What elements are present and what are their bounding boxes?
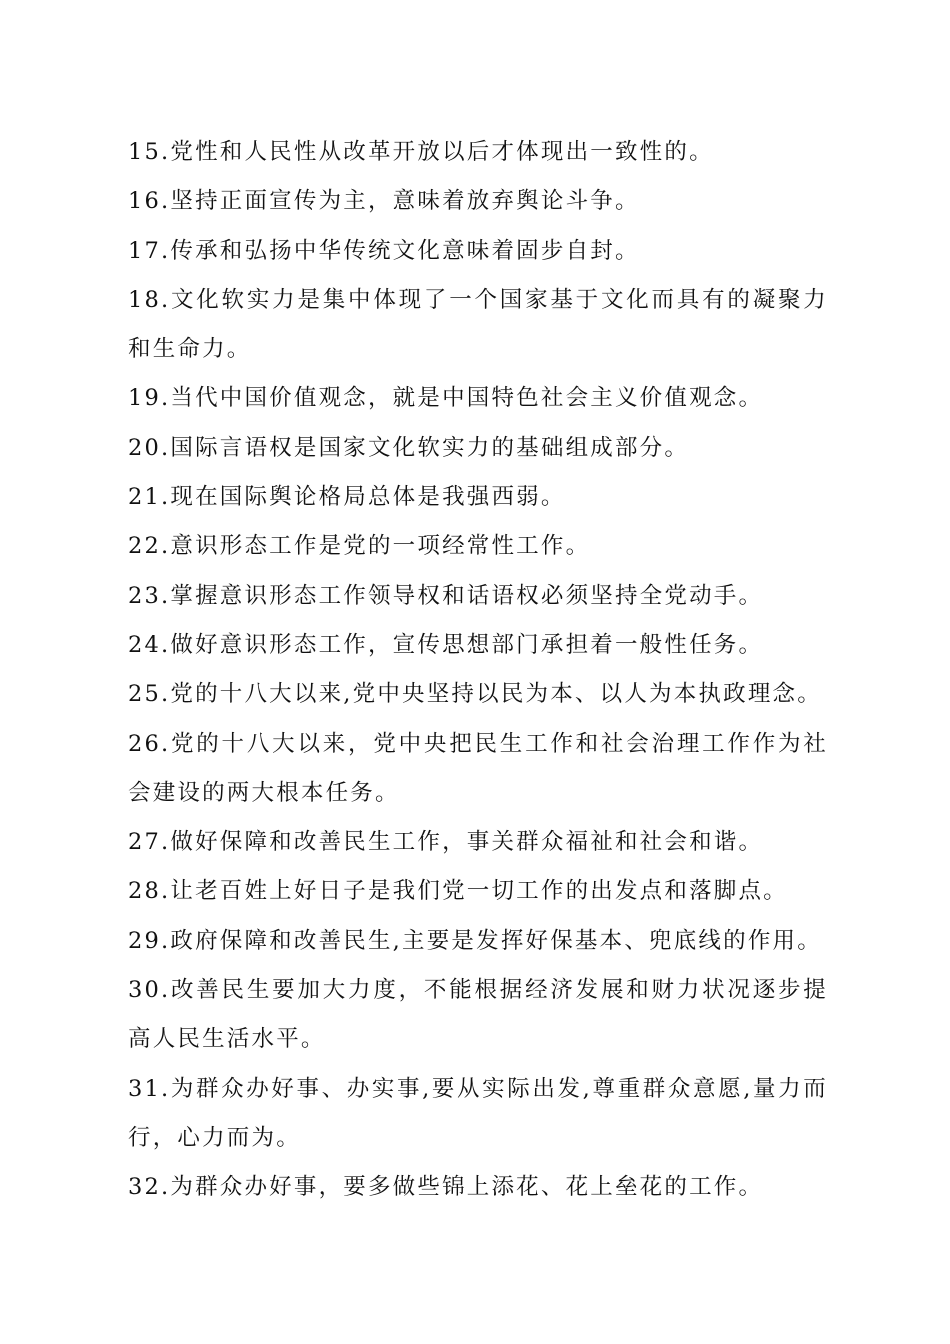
statement-item-16: 16.坚持正面宣传为主，意味着放弃舆论斗争。	[128, 188, 640, 215]
statement-item-24: 24.做好意识形态工作，宣传思想部门承担着一般性任务。	[128, 631, 764, 658]
statement-item-26: 26.党的十八大以来，党中央把民生工作和社会治理工作作为社会建设的两大根本任务。	[128, 730, 828, 806]
statement-item-23: 23.掌握意识形态工作领导权和话语权必须坚持全党动手。	[128, 582, 764, 609]
statement-item-27: 27.做好保障和改善民生工作，事关群众福祉和社会和谐。	[128, 829, 764, 856]
statement-item-18: 18.文化软实力是集中体现了一个国家基于文化而具有的凝聚力和生命力。	[128, 286, 828, 363]
statement-list	[128, 128, 828, 1213]
statement-item-30: 30.改善民生要加大力度，不能根据经济发展和财力状况逐步提高人民生活水平。	[128, 977, 828, 1053]
statement-item-31: 31.为群众办好事、办实事,要从实际出发,尊重群众意愿,量力而行，心力而为。	[128, 1075, 828, 1151]
statement-item-32: 32.为群众办好事，要多做些锦上添花、花上垒花的工作。	[128, 1174, 764, 1201]
statement-item-17: 17.传承和弘扬中华传统文化意味着固步自封。	[128, 237, 640, 264]
statement-item-28: 28.让老百姓上好日子是我们党一切工作的出发点和落脚点。	[128, 878, 788, 905]
statement-item-25: 25.党的十八大以来,党中央坚持以民为本、以人为本执政理念。	[128, 681, 822, 708]
statement-item-29: 29.政府保障和改善民生,主要是发挥好保基本、兜底线的作用。	[128, 927, 822, 954]
statement-item-20: 20.国际言语权是国家文化软实力的基础组成部分。	[128, 434, 690, 461]
statement-item-19: 19.当代中国价值观念，就是中国特色社会主义价值观念。	[128, 385, 764, 412]
statement-item-21: 21.现在国际舆论格局总体是我强西弱。	[128, 484, 566, 511]
statement-item-22: 22.意识形态工作是党的一项经常性工作。	[128, 533, 591, 560]
statement-item-15: 15.党性和人民性从改革开放以后才体现出一致性的。	[128, 139, 714, 165]
